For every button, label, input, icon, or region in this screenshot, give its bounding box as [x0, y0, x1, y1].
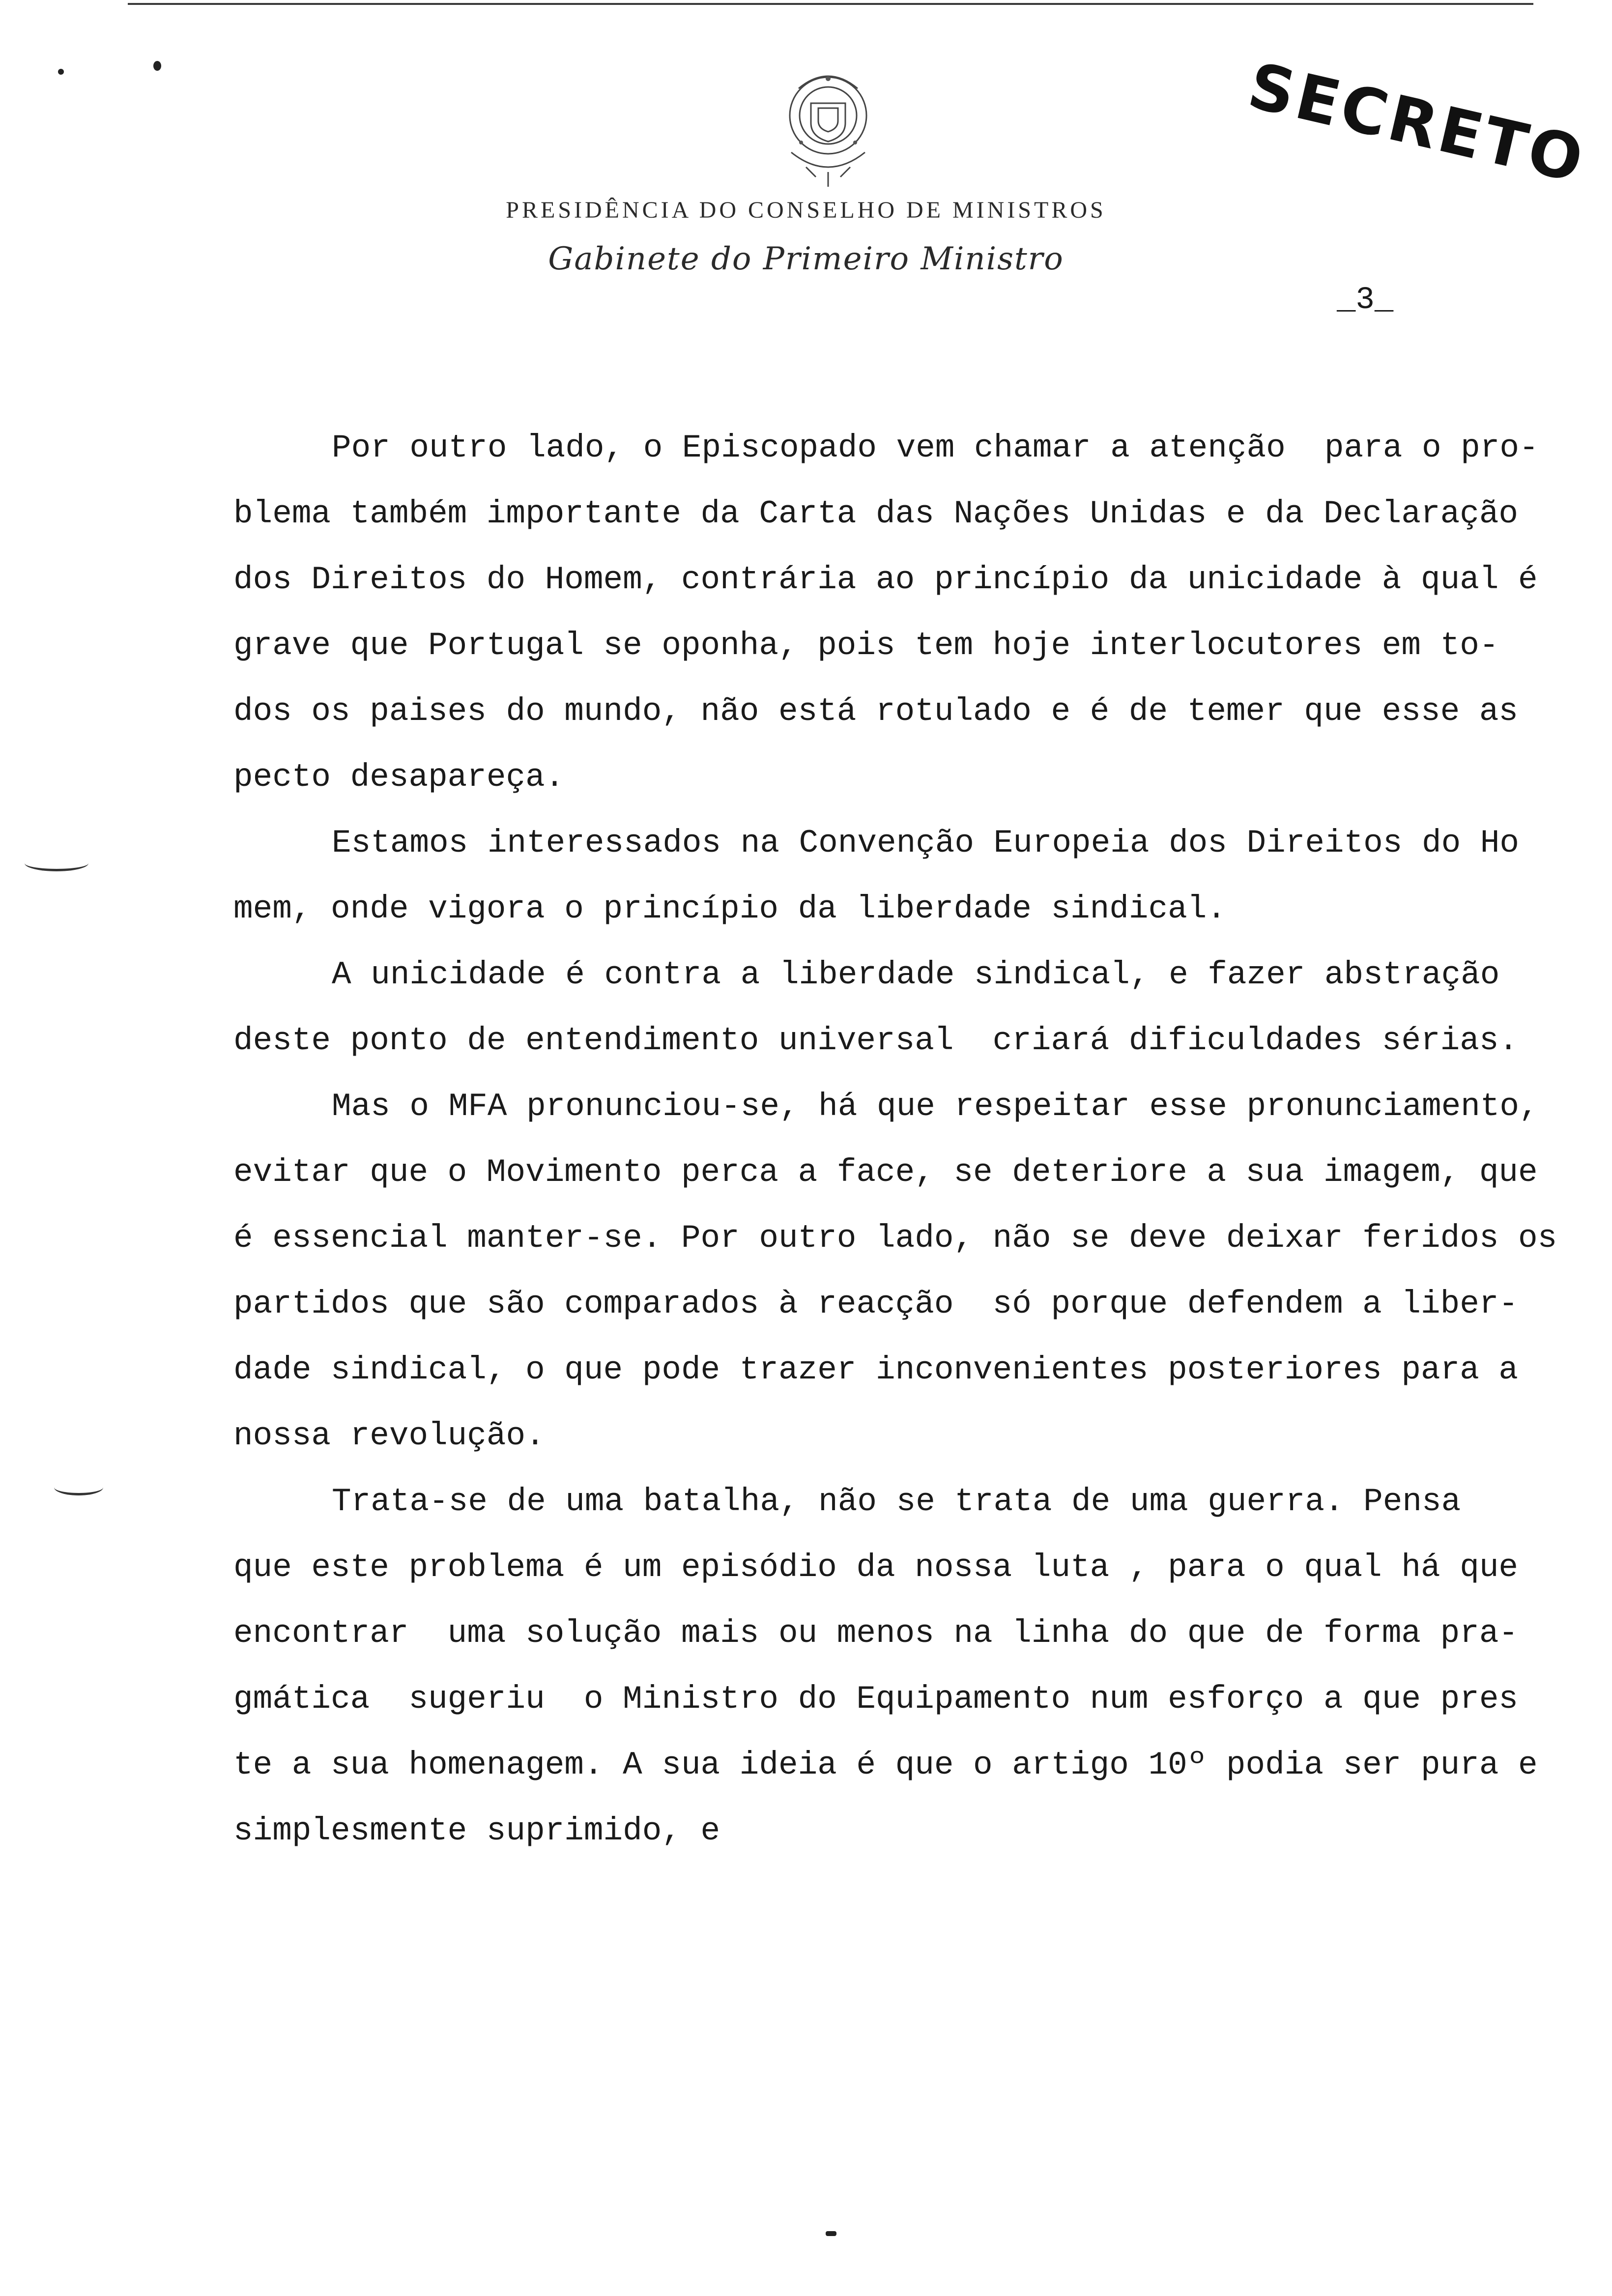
body-line: blema também importante da Carta das Nações Unidas e da Declaração	[233, 495, 1519, 532]
coat-of-arms-seal-icon	[772, 69, 885, 192]
body-line: Estamos interessados na Convenção Europeia dos Direitos do Ho	[332, 825, 1519, 861]
body-line: nossa revolução.	[233, 1417, 545, 1454]
body-line: gmática sugeriu o Ministro do Equipamento num esforço a que pres	[233, 1681, 1519, 1718]
body-line: dade sindical, o que pode trazer inconvenientes posteriores para a	[233, 1351, 1519, 1388]
scan-speck	[58, 69, 64, 75]
body-line: grave que Portugal se oponha, pois tem hoje interlocutores em to-	[233, 627, 1499, 664]
letter-body	[233, 415, 1600, 1864]
body-line: simplesmente suprimido, e	[233, 1812, 720, 1849]
top-rule	[128, 3, 1533, 5]
body-line: partidos que são comparados à reacção só porque defendem a liber-	[233, 1286, 1519, 1322]
body-line: dos Direitos do Homem, contrária ao princípio da unicidade à qual é	[233, 561, 1538, 598]
secret-stamp: SECRETO	[1241, 49, 1592, 198]
body-line: dos os paises do mundo, não está rotulado e é de temer que esse as	[233, 693, 1519, 730]
scan-speck	[826, 2231, 836, 2236]
body-line: mem, onde vigora o princípio da liberdade sindical.	[233, 890, 1226, 927]
margin-fold-mark	[54, 1479, 103, 1495]
letterhead-subtitle: Gabinete do Primeiro Ministro	[548, 241, 1064, 277]
body-line: te a sua homenagem. A sua ideia é que o artigo 10º podia ser pura e	[233, 1747, 1538, 1783]
page-number: _3_	[1337, 283, 1394, 318]
body-line: que este problema é um episódio da nossa luta , para o qual há que	[233, 1549, 1519, 1586]
body-line: é essencial manter-se. Por outro lado, não se deve deixar feridos os	[233, 1220, 1557, 1257]
body-line: Trata-se de uma batalha, não se trata de uma guerra. Pensa	[332, 1483, 1461, 1520]
body-line: deste ponto de entendimento universal criará dificuldades sérias.	[233, 1022, 1519, 1059]
body-line: Mas o MFA pronunciou-se, há que respeitar esse pronunciamento,	[332, 1088, 1539, 1125]
margin-fold-mark	[25, 855, 88, 871]
body-line: evitar que o Movimento perca a face, se deteriore a sua imagem, que	[233, 1154, 1538, 1191]
body-line: A unicidade é contra a liberdade sindical, e fazer abstração	[332, 956, 1500, 993]
letterhead-title: PRESIDÊNCIA DO CONSELHO DE MINISTROS	[506, 197, 1106, 223]
body-line: encontrar uma solução mais ou menos na linha do que de forma pra-	[233, 1615, 1519, 1652]
body-line: Por outro lado, o Episcopado vem chamar a atenção para o pro-	[332, 430, 1539, 466]
body-line: pecto desapareça.	[233, 759, 565, 796]
scan-speck	[153, 61, 161, 71]
